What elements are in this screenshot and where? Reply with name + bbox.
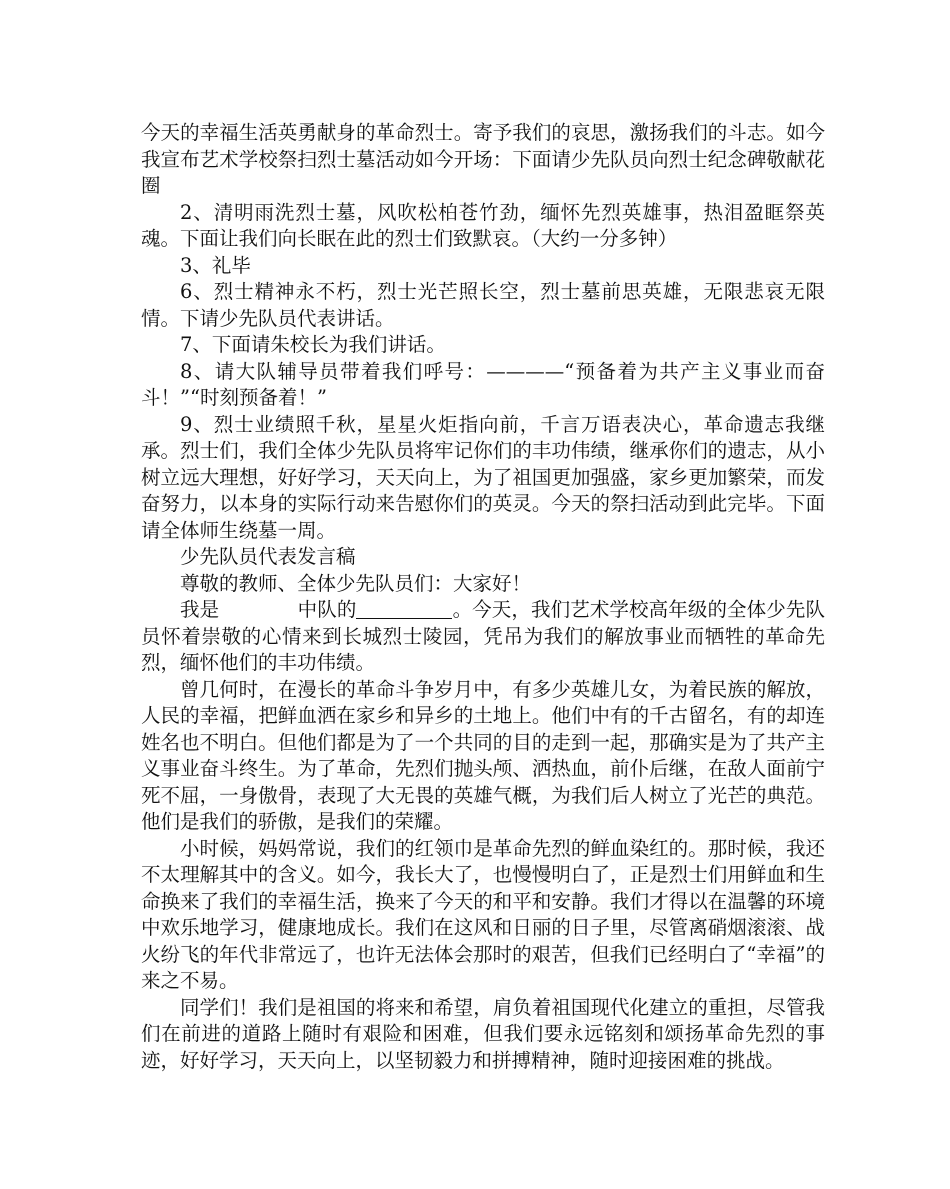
paragraph-item-7: 7、下面请朱校长为我们讲话。 (180, 333, 446, 356)
speech-title: 少先队员代表发言稿 (180, 545, 356, 568)
fill-in-blank (356, 600, 452, 619)
speech-greeting: 尊敬的教师、全体少先队员们：大家好！ (180, 571, 532, 595)
paragraph-item-3: 3、礼毕 (180, 253, 251, 277)
paragraph-item-2: 2、清明雨洗烈士墓，风吹松柏苍竹劲，缅怀先烈英雄事，热泪盈眶祭英魂。下面让我们向长眠在此的烈士们致默哀。（大约一分多钟） (141, 200, 825, 250)
paragraph-item-9: 9、烈士业绩照千秋，星星火炬指向前，千言万语表决心，革命遗志我继承。烈士们，我们全体少先队员将牢记你们的丰功伟绩，继承你们的遗志，从小树立远大理想，好好学习，天天向上，为了祖国更加强盛，家乡更加繁荣，而发奋努力，以本身的实际行动来告慰你们的英灵。今天的祭扫活动到此完毕。下面请全体师生绕墓一周。 (141, 412, 825, 542)
intro-after: 。今天，我们艺术学校高年级的全体少先队员怀着崇敬的心情来到长城烈士陵园，凭吊为我们的解放事业而牺牲的革命先烈，缅怀他们的丰功伟绩。 (141, 598, 825, 674)
paragraph-item-6: 6、烈士精神永不朽，烈士光芒照长空，烈士墓前思英雄，无限悲哀无限情。下请少先队员代表讲话。 (141, 280, 825, 330)
document-body (141, 120, 825, 1074)
speech-paragraph-history: 曾几何时，在漫长的革命斗争岁月中，有多少英雄儿女，为着民族的解放，人民的幸福，把鲜血洒在家乡和异乡的土地上。他们中有的千古留名，有的却连姓名也不明白。但他们都是为了一个共同的目的走到一起，那确实是为了共产主义事业奋斗终生。为了革命，先烈们抛头颅、洒热血，前仆后继，在敌人面前宁死不屈，一身傲骨，表现了大无畏的英雄气概，为我们后人树立了光芒的典范。他们是我们的骄傲，是我们的荣耀。 (141, 677, 825, 833)
paragraph-item-8: 8、请大队辅导员带着我们呼号：————“预备着为共产主义事业而奋斗！”“时刻预备着！” (141, 359, 825, 409)
speech-paragraph-childhood: 小时候，妈妈常说，我们的红领巾是革命先烈的鲜血染红的。那时候，我还不太理解其中的含义。如今，我长大了，也慢慢明白了，正是烈士们用鲜血和生命换来了我们的幸福生活，换来了今天的和平和安静。我们才得以在温馨的环境中欢乐地学习，健康地成长。我们在这风和日丽的日子里，尽管离硝烟滚滚、战火纷飞的年代非常远了，也许无法体会那时的艰苦，但我们已经明白了“幸福”的来之不易。 (141, 836, 825, 992)
intro-before: 我是 中队的 (180, 598, 357, 621)
paragraph-opening: 今天的幸福生活英勇献身的革命烈士。寄予我们的哀思，激扬我们的斗志。如今我宣布艺术学校祭扫烈士墓活动如今开场：下面请少先队员向烈士纪念碑敬献花圈 (141, 121, 825, 197)
speech-intro (141, 597, 825, 677)
speech-paragraph-call: 同学们！我们是祖国的将来和希望，肩负着祖国现代化建立的重担，尽管我们在前进的道路上随时有艰险和困难，但我们要永远铭刻和颂扬革命先烈的事迹，好好学习，天天向上，以坚韧毅力和拼搏精神，随时迎接困难的挑战。 (141, 995, 825, 1072)
